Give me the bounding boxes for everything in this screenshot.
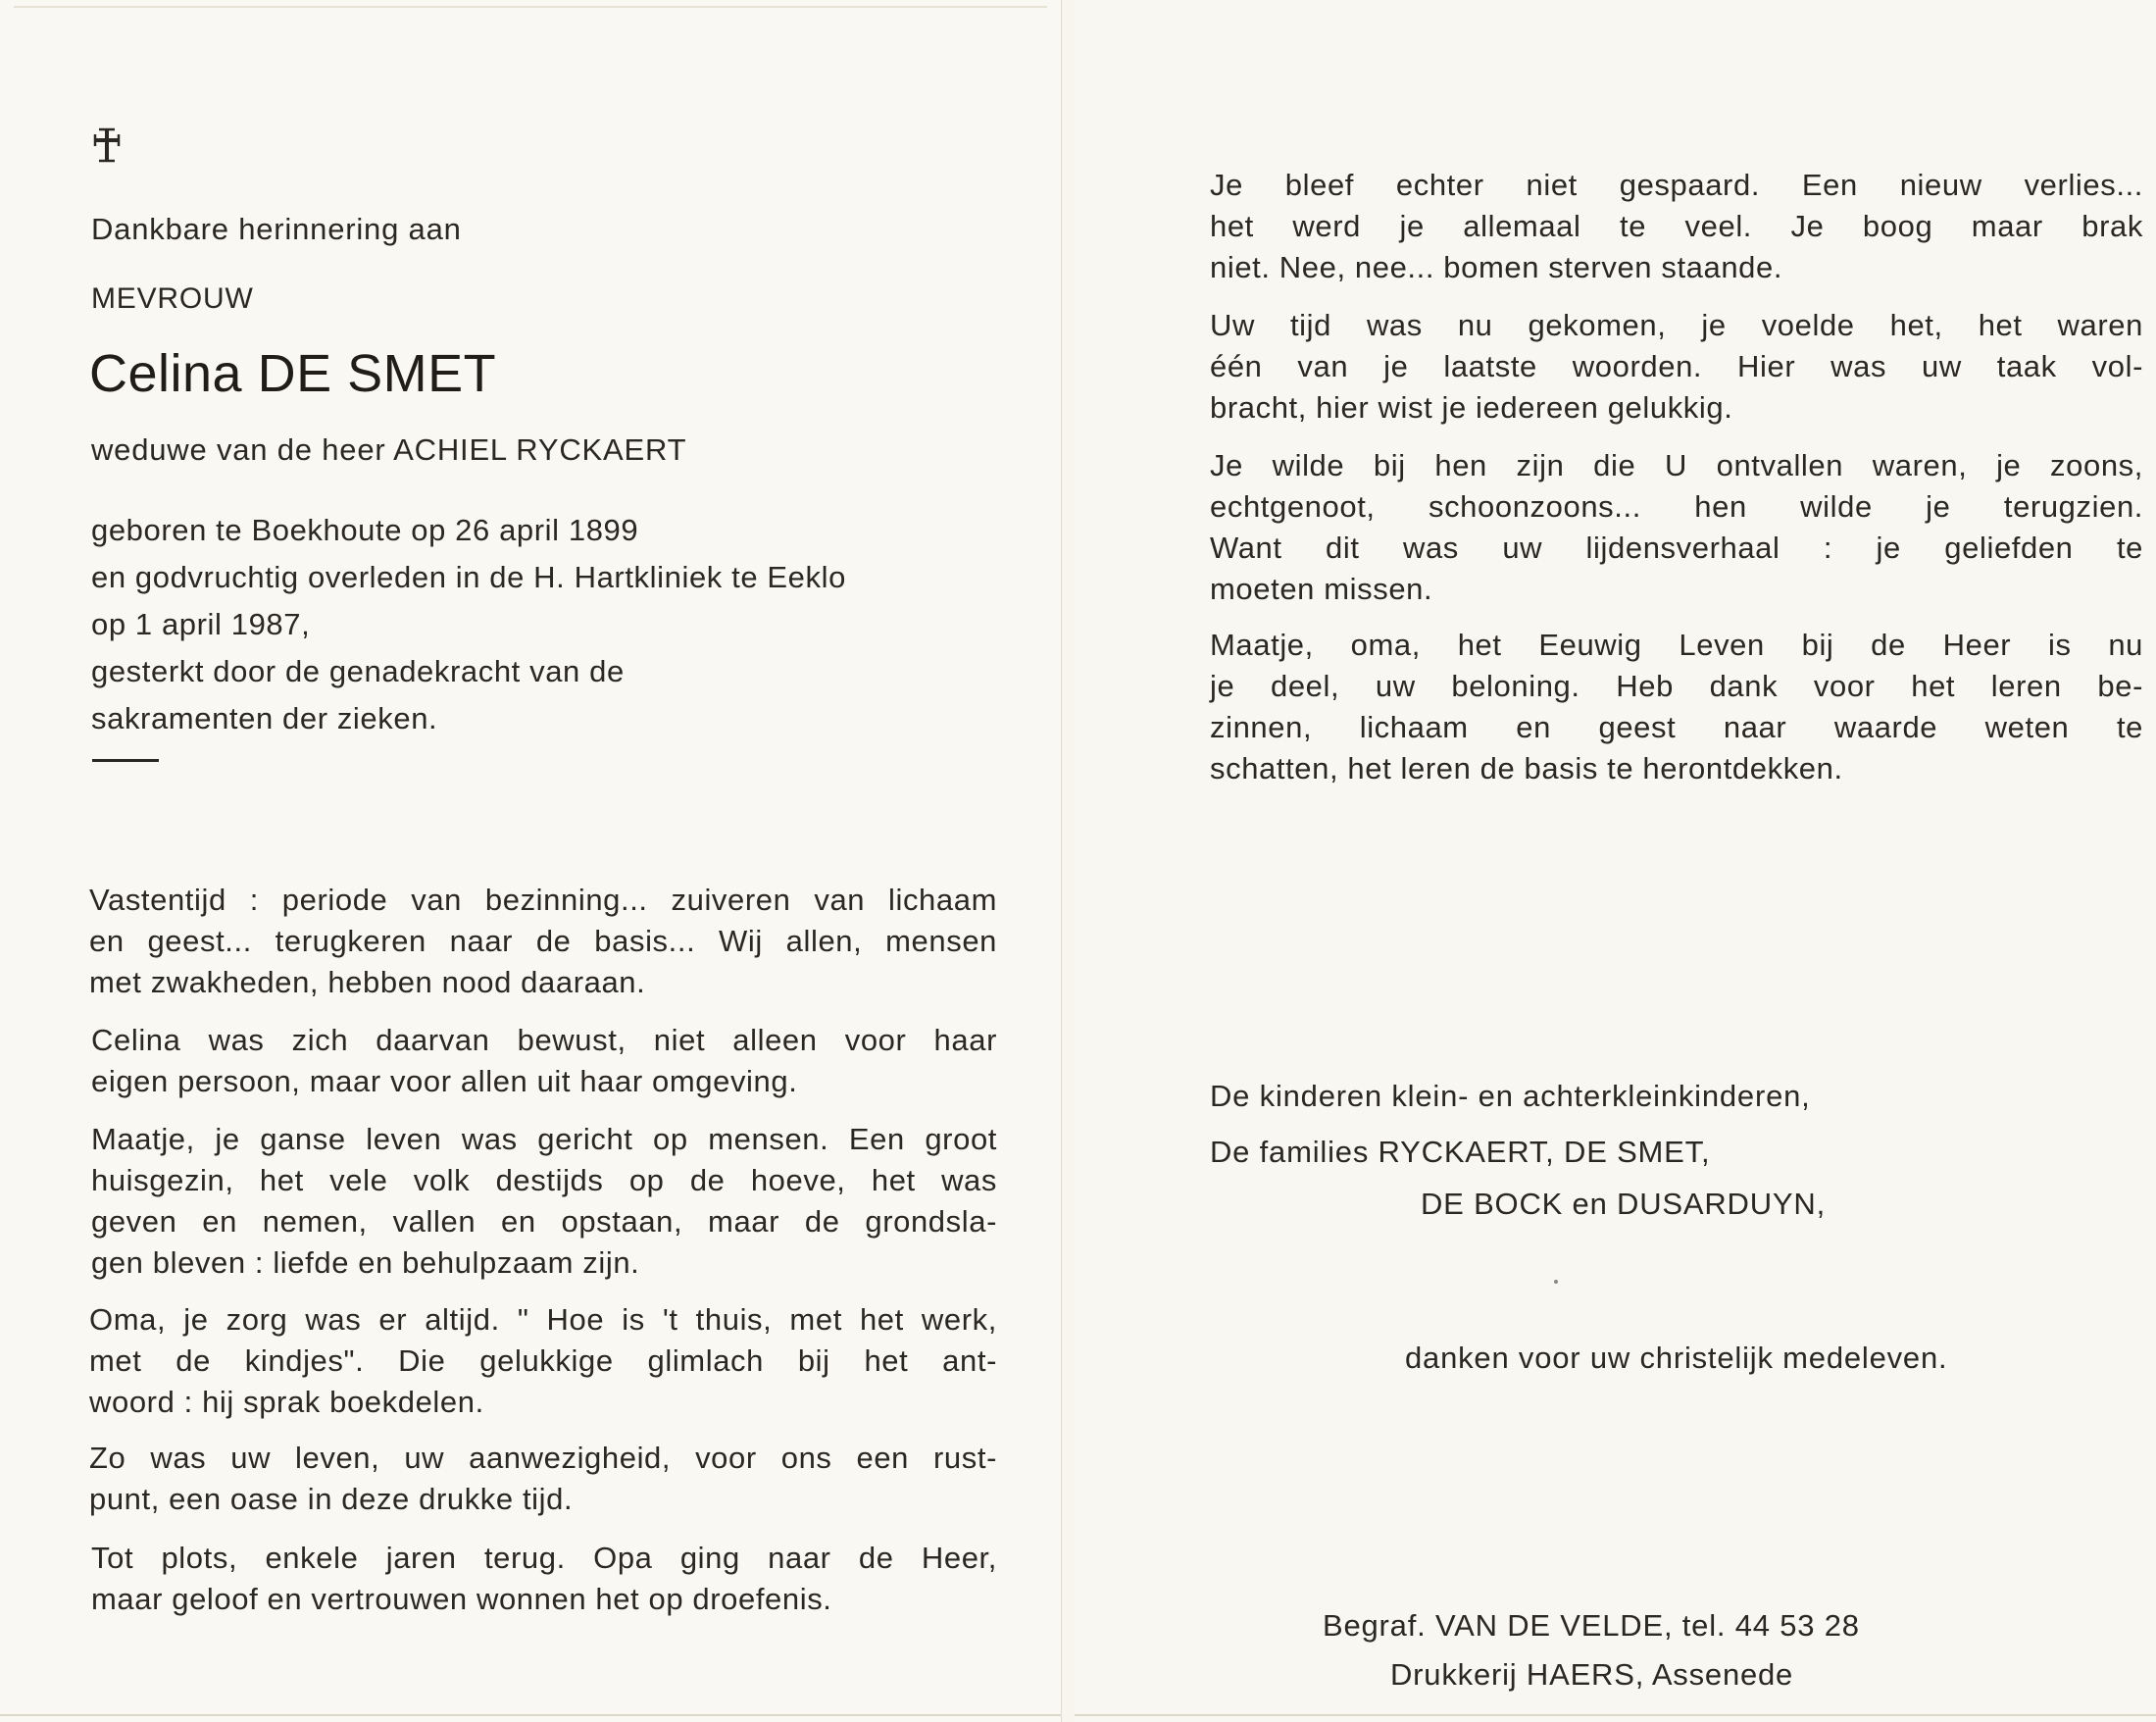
paragraph-line: Zo was uw leven, uw aanwezigheid, voor ons een rust- (89, 1441, 997, 1475)
bio-line: geboren te Boekhoute op 26 april 1899 (91, 513, 639, 547)
title-text: MEVROUW (91, 282, 254, 315)
undertaker-text: Begraf. VAN DE VELDE, tel. 44 53 28 (1323, 1608, 1860, 1643)
paragraph (1210, 445, 2143, 610)
paragraph-line: Vastentijd : periode van bezinning... zuiveren van lichaam (89, 883, 997, 917)
paragraph (89, 1299, 997, 1423)
paragraph-line: Want dit was uw lijdensverhaal : je geliefden te (1210, 531, 2143, 565)
paragraph-line: echtgenoot, schoonzoons... hen wilde je terugzien. (1210, 489, 2143, 524)
paragraph-line: punt, een oase in deze drukke tijd. (89, 1482, 574, 1516)
paragraph (1210, 165, 2143, 288)
paragraph (91, 1119, 997, 1284)
page-edge (1075, 1714, 2156, 1716)
paragraph-line: Maatje, je ganse leven was gericht op mensen. Een groot (91, 1122, 997, 1156)
bio-line: op 1 april 1987, (91, 607, 311, 641)
right-page (1075, 0, 2156, 1722)
paragraph-line: woord : hij sprak boekdelen. (89, 1385, 484, 1419)
paragraph-line: Maatje, oma, het Eeuwig Leven bij de Heer is nu (1210, 628, 2143, 662)
paragraph (89, 1438, 997, 1520)
paragraph-line: Oma, je zorg was er altijd. " Hoe is 't thuis, met het werk, (89, 1302, 997, 1337)
thanks-text: danken voor uw christelijk medeleven. (1405, 1341, 1948, 1375)
divider (92, 759, 159, 762)
bio-line: gesterkt door de genadekracht van de (91, 654, 625, 688)
family-line: De kinderen klein- en achterkleinkinderen, (1210, 1079, 1811, 1113)
paragraph-line: Uw tijd was nu gekomen, je voelde het, het waren (1210, 308, 2143, 342)
family-line: De families RYCKAERT, DE SMET, (1210, 1135, 1711, 1169)
family-line: DE BOCK en DUSARDUYN, (1421, 1187, 1827, 1221)
bio-line: sakramenten der zieken. (91, 701, 438, 735)
bio-block (91, 507, 974, 742)
paragraph-line: eigen persoon, maar voor allen uit haar omgeving. (91, 1064, 798, 1098)
deceased-name: Celina DE SMET (89, 344, 497, 403)
print-speck (1554, 1280, 1558, 1284)
paragraph (1210, 305, 2143, 429)
paragraph-line: schatten, het leren de basis te herontdekken. (1210, 751, 1843, 785)
bio-line: en godvruchtig overleden in de H. Hartkliniek te Eeklo (91, 560, 846, 594)
intro-text: Dankbare herinnering aan (91, 212, 462, 246)
paragraph (91, 1538, 997, 1620)
paragraph (1210, 625, 2143, 789)
paragraph-line: huisgezin, het vele volk destijds op de hoeve, het was (91, 1163, 997, 1197)
paragraph-line: met de kindjes". Die gelukkige glimlach bij het ant- (89, 1343, 997, 1378)
paragraph-line: gen bleven : liefde en behulpzaam zijn. (91, 1245, 640, 1280)
page-edge (0, 1714, 1061, 1716)
paragraph-line: zinnen, lichaam en geest naar waarde weten te (1210, 710, 2143, 744)
paragraph-line: geven en nemen, vallen en opstaan, maar de grondsla- (91, 1204, 997, 1239)
paragraph-line: Tot plots, enkele jaren terug. Opa ging naar de Heer, (91, 1541, 997, 1575)
paragraph-line: het werd je allemaal te veel. Je boog maar brak (1210, 209, 2143, 243)
paragraph-line: Je wilde bij hen zijn die U ontvallen waren, je zoons, (1210, 448, 2143, 482)
paragraph-line: en geest... terugkeren naar de basis... Wij allen, mensen (89, 924, 997, 958)
paragraph-line: Celina was zich daarvan bewust, niet alleen voor haar (91, 1023, 997, 1057)
cross-icon (90, 127, 124, 163)
paragraph-line: één van je laatste woorden. Hier was uw taak vol- (1210, 349, 2143, 383)
paragraph-line: moeten missen. (1210, 572, 1433, 606)
paragraph-line: met zwakheden, hebben nood daaraan. (89, 965, 646, 999)
spouse-text: weduwe van de heer ACHIEL RYCKAERT (91, 432, 687, 467)
paragraph-line: maar geloof en vertrouwen wonnen het op droefenis. (91, 1582, 832, 1616)
left-page (0, 0, 1062, 1722)
printer-text: Drukkerij HAERS, Assenede (1390, 1657, 1794, 1692)
paragraph-line: Je bleef echter niet gespaard. Een nieuw verlies... (1210, 168, 2143, 202)
paragraph (89, 880, 997, 1003)
page-edge (14, 6, 1047, 8)
paragraph-line: je deel, uw beloning. Heb dank voor het leren be- (1210, 669, 2143, 703)
paragraph-line: niet. Nee, nee... bomen sterven staande. (1210, 250, 1783, 284)
paragraph-line: bracht, hier wist je iedereen gelukkig. (1210, 390, 1733, 425)
paragraph (91, 1020, 997, 1102)
